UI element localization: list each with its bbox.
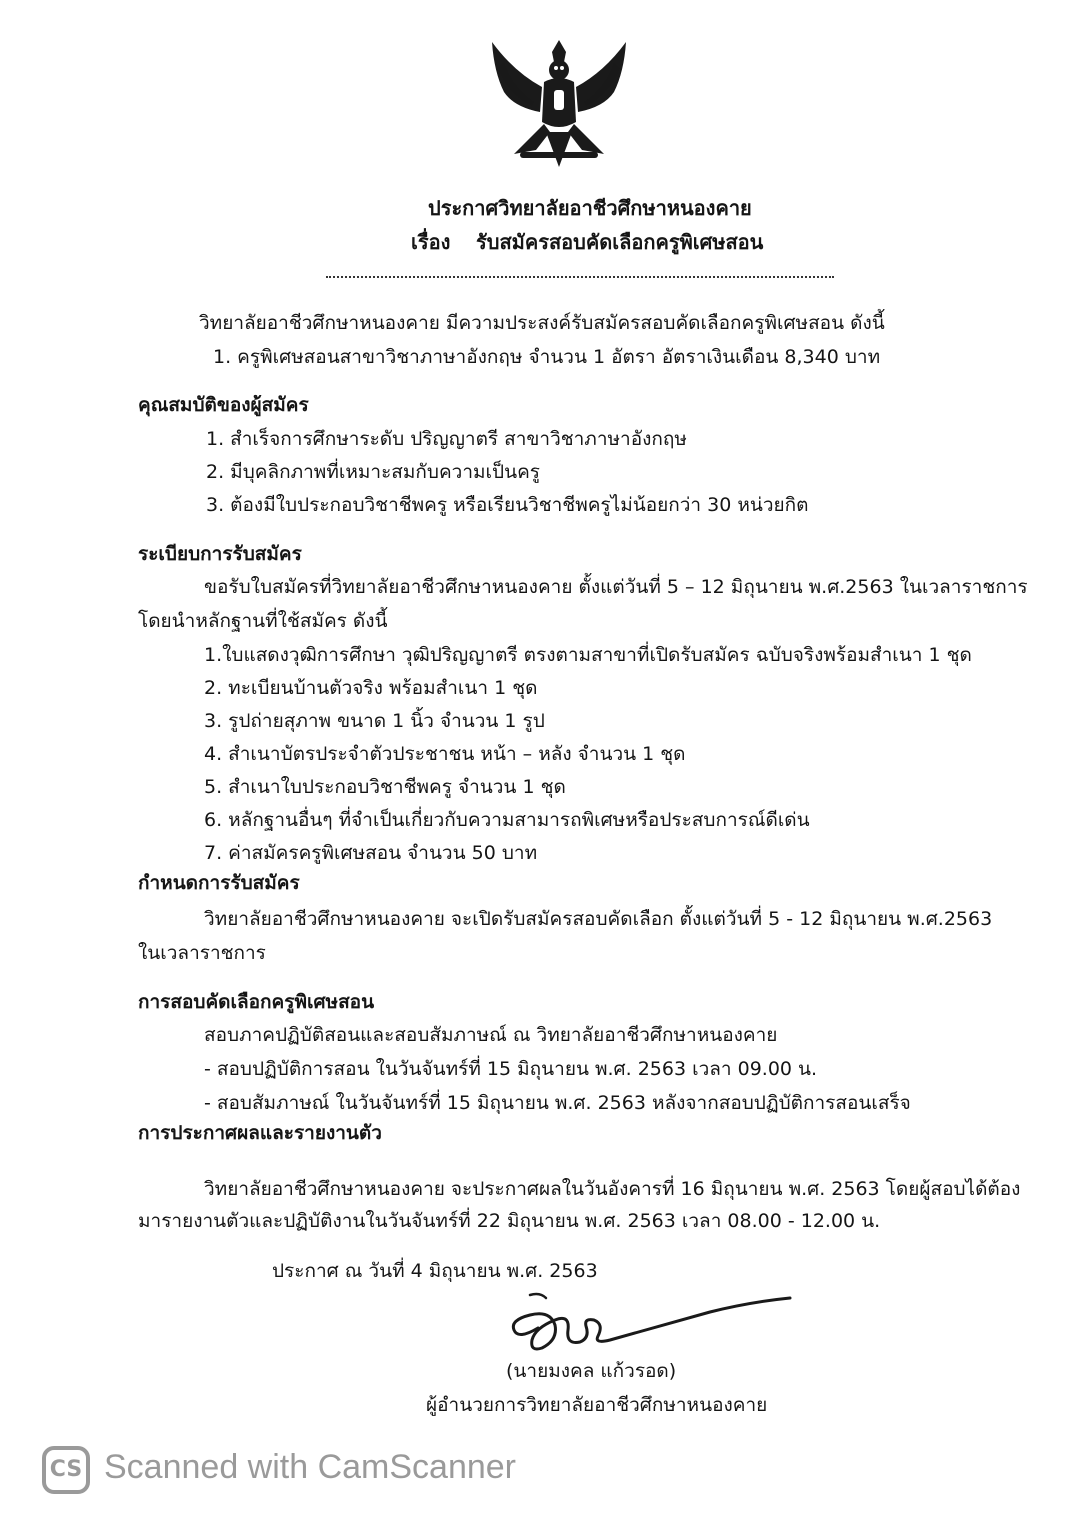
application-line-2: โดยนำหลักฐานที่ใช้สมัคร ดังนี้ — [138, 610, 388, 632]
camscanner-logo-icon: CS — [42, 1446, 90, 1494]
document-item: 2. ทะเบียนบ้านตัวจริง พร้อมสำเนา 1 ชุด — [204, 677, 538, 699]
signer-name: (นายมงคล แก้วรอด) — [506, 1360, 677, 1382]
schedule-heading: กำหนดการรับสมัคร — [138, 872, 300, 894]
exam-heading: การสอบคัดเลือกครูพิเศษสอน — [138, 991, 375, 1013]
exam-item: - สอบปฏิบัติการสอน ในวันจันทร์ที่ 15 มิถุนายน พ.ศ. 2563 เวลา 09.00 น. — [204, 1058, 818, 1080]
announcement-title: ประกาศวิทยาลัยอาชีวศึกษาหนองคาย — [428, 196, 752, 220]
signature-icon — [500, 1290, 800, 1365]
qualifications-heading: คุณสมบัติของผู้สมัคร — [138, 394, 309, 416]
garuda-emblem-icon — [484, 32, 634, 172]
exam-line-1: สอบภาคปฏิบัติสอนและสอบสัมภาษณ์ ณ วิทยาลัยอาชีวศึกษาหนองคาย — [204, 1024, 778, 1046]
intro-text: วิทยาลัยอาชีวศึกษาหนองคาย มีความประสงค์รับสมัครสอบคัดเลือกครูพิเศษสอน ดังนี้ — [199, 312, 885, 334]
signer-title: ผู้อำนวยการวิทยาลัยอาชีวศึกษาหนองคาย — [426, 1394, 768, 1416]
results-heading: การประกาศผลและรายงานตัว — [138, 1122, 382, 1144]
qualification-item: 1. สำเร็จการศึกษาระดับ ปริญญาตรี สาขาวิชาภาษาอังกฤษ — [206, 428, 687, 450]
document-item: 3. รูปถ่ายสุภาพ ขนาด 1 นิ้ว จำนวน 1 รูป — [204, 710, 545, 732]
schedule-line-2: ในเวลาราชการ — [138, 942, 266, 964]
results-line-2: มารายงานตัวและปฏิบัติงานในวันจันทร์ที่ 22 มิถุนายน พ.ศ. 2563 เวลา 08.00 - 12.00 น. — [138, 1210, 881, 1232]
application-heading: ระเบียบการรับสมัคร — [138, 543, 302, 565]
qualification-item: 3. ต้องมีใบประกอบวิชาชีพครู หรือเรียนวิชาชีพครูไม่น้อยกว่า 30 หน่วยกิต — [206, 494, 809, 516]
results-line-1: วิทยาลัยอาชีวศึกษาหนองคาย จะประกาศผลในวันอังคารที่ 16 มิถุนายน พ.ศ. 2563 โดยผู้สอบได้ต้อง — [204, 1178, 1021, 1200]
position-line: 1. ครูพิเศษสอนสาขาวิชาภาษาอังกฤษ จำนวน 1 อัตรา อัตราเงินเดือน 8,340 บาท — [213, 346, 881, 368]
qualification-item: 2. มีบุคลิกภาพที่เหมาะสมกับความเป็นครู — [206, 461, 540, 483]
subject-label: เรื่อง — [411, 230, 451, 254]
camscanner-watermark: Scanned with CamScanner — [104, 1448, 517, 1486]
exam-item: - สอบสัมภาษณ์ ในวันจันทร์ที่ 15 มิถุนายน พ.ศ. 2563 หลังจากสอบปฏิบัติการสอนเสร็จ — [204, 1092, 911, 1114]
document-item: 6. หลักฐานอื่นๆ ที่จำเป็นเกี่ยวกับความสามารถพิเศษหรือประสบการณ์ดีเด่น — [204, 809, 810, 831]
document-item: 5. สำเนาใบประกอบวิชาชีพครู จำนวน 1 ชุด — [204, 776, 566, 798]
document-item: 7. ค่าสมัครครูพิเศษสอน จำนวน 50 บาท — [204, 842, 538, 864]
document-item: 1.ใบแสดงวุฒิการศึกษา วุฒิปริญญาตรี ตรงตามสาขาที่เปิดรับสมัคร ฉบับจริงพร้อมสำเนา 1 ชุด — [204, 644, 972, 666]
document-item: 4. สำเนาบัตรประจำตัวประชาชน หน้า – หลัง จำนวน 1 ชุด — [204, 743, 686, 765]
announcement-date: ประกาศ ณ วันที่ 4 มิถุนายน พ.ศ. 2563 — [272, 1260, 598, 1282]
header-divider — [326, 276, 834, 278]
application-line-1: ขอรับใบสมัครที่วิทยาลัยอาชีวศึกษาหนองคาย ตั้งแต่วันที่ 5 – 12 มิถุนายน พ.ศ.2563 ในเวลาราชการ — [204, 576, 1028, 598]
schedule-line-1: วิทยาลัยอาชีวศึกษาหนองคาย จะเปิดรับสมัครสอบคัดเลือก ตั้งแต่วันที่ 5 - 12 มิถุนายน พ.ศ.2563 — [204, 908, 993, 930]
announcement-subject: รับสมัครสอบคัดเลือกครูพิเศษสอน — [476, 230, 764, 254]
